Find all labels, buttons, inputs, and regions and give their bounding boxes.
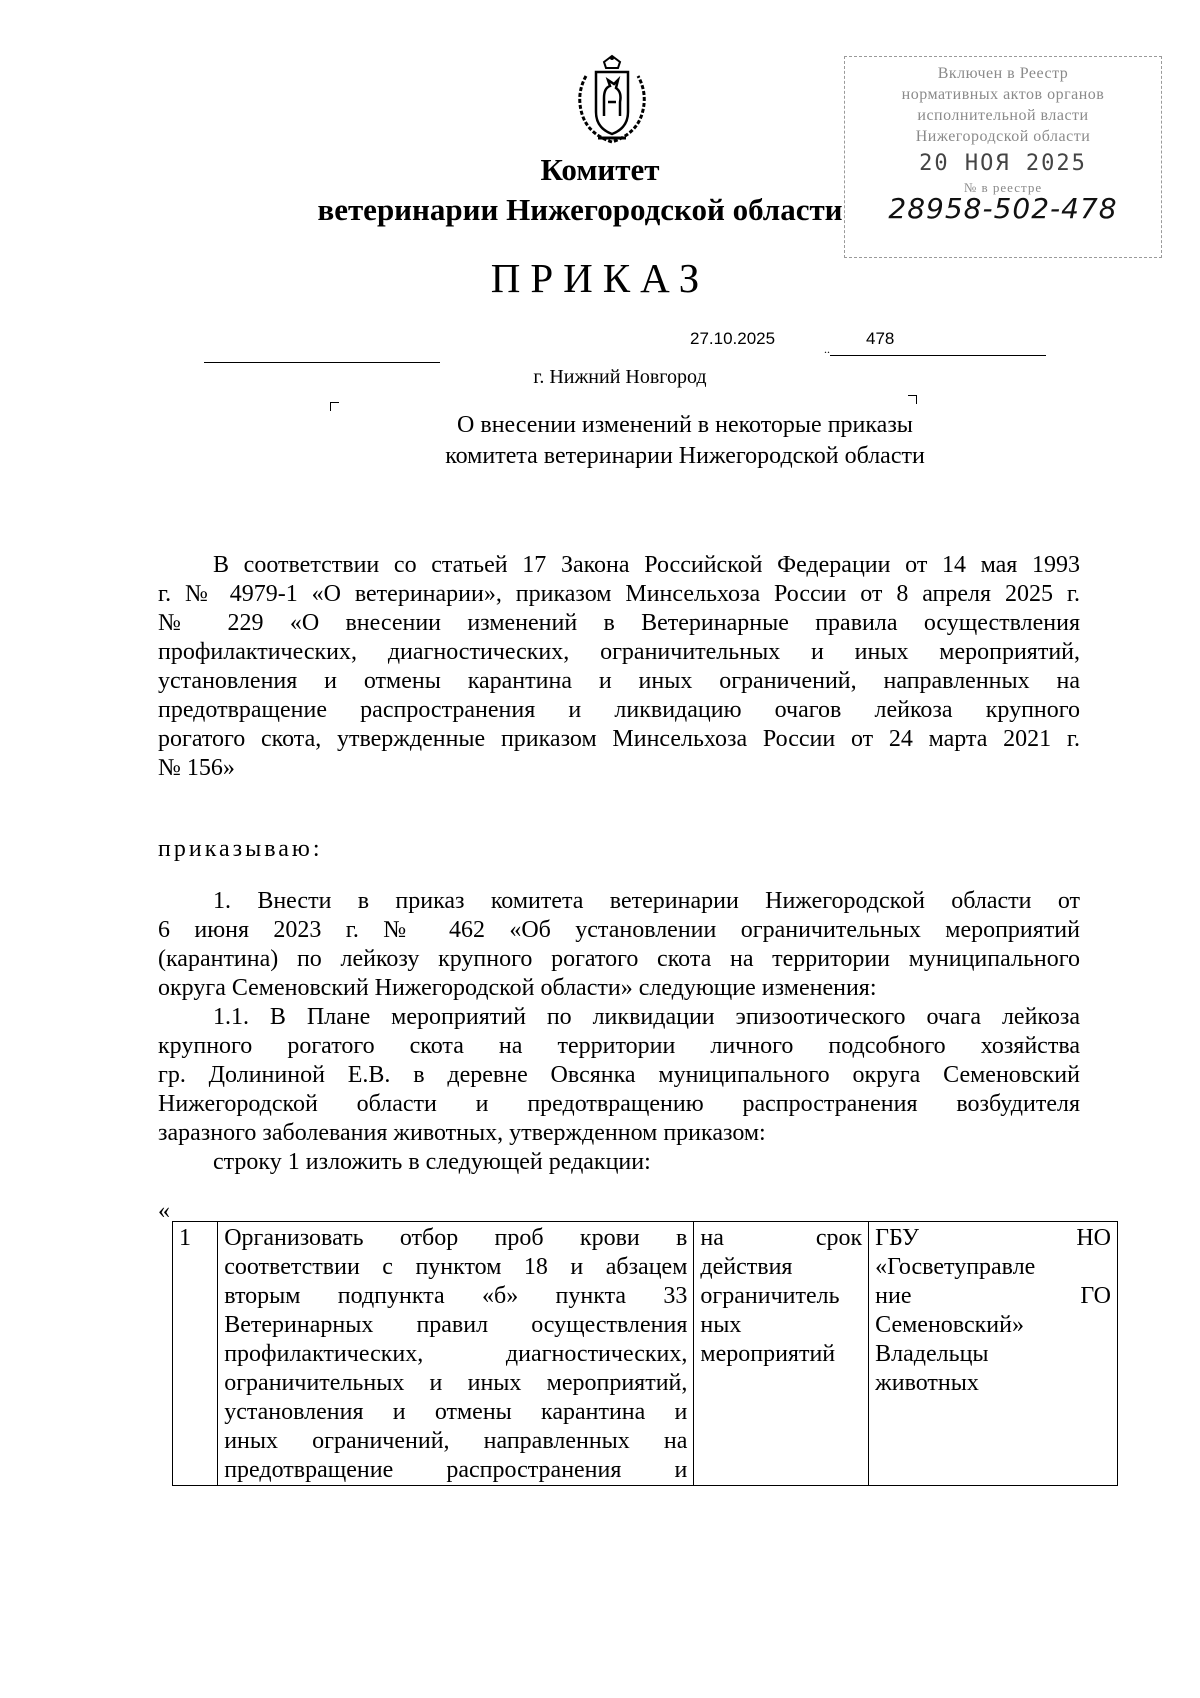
order-date: 27.10.2025 [690, 329, 776, 348]
action-line: предотвращение распространения и [224, 1457, 688, 1483]
preamble-line: № 229 «О внесении изменений в Ветеринарные правила осуществления [158, 610, 1080, 636]
action-line: вторым подпункта «б» пункта 33 [224, 1283, 688, 1309]
corner-bracket-right [908, 395, 917, 404]
point-line: (карантина) по лейкозу крупного рогатого скота на территории муниципального [158, 946, 1080, 972]
order-points [158, 887, 1080, 1177]
org-name-line2: ветеринарии Нижегородской области [317, 192, 843, 227]
resp-line: ние ГО [875, 1283, 1111, 1309]
point-line: 1. Внести в приказ комитета ветеринарии Нижегородской области от [213, 888, 1080, 914]
cell-row-number: 1 [173, 1222, 218, 1486]
resp-line: животных [875, 1370, 979, 1396]
order-word: приказываю: [158, 836, 323, 862]
preamble-paragraph [158, 551, 1080, 783]
stamp-line: Включен в Реестр [937, 65, 1069, 82]
date-underline [204, 362, 440, 363]
term-line: на срок [700, 1225, 863, 1251]
action-line: профилактических, диагностических, [224, 1341, 688, 1367]
resp-line: Владельцы [875, 1341, 989, 1367]
preamble-line: г. № 4979-1 «О ветеринарии», приказом Минсельхоза России от 8 апреля 2025 г. [158, 581, 1080, 607]
stamp-reg-number: 28958-502-478 [888, 192, 1118, 225]
term-line: мероприятий [700, 1341, 836, 1367]
resp-line: ГБУ НО [875, 1225, 1111, 1251]
action-line: иных ограничений, направленных на [224, 1428, 688, 1454]
action-line: ограничительных и иных мероприятий, [224, 1370, 688, 1396]
term-line: действия [700, 1254, 793, 1280]
point-line: 1.1. В Плане мероприятий по ликвидации эпизоотического очага лейкоза [213, 1004, 1080, 1030]
stamp-line: нормативных актов органов [901, 86, 1105, 103]
action-line: Ветеринарных правил осуществления [224, 1312, 688, 1338]
preamble-line: предотвращение распространения и ликвидацию очагов лейкоза крупного [158, 697, 1080, 723]
stamp-date: 20 НОЯ 2025 [919, 151, 1087, 176]
point-line: 6 июня 2023 г. № 462 «Об установлении ограничительных мероприятий [158, 917, 1080, 943]
preamble-line: В соответствии со статьей 17 Закона Российской Федерации от 14 мая 1993 [213, 552, 1080, 578]
term-line: ных [700, 1312, 742, 1338]
action-line: установления и отмены карантина и [224, 1399, 688, 1425]
term-line: ограничитель [700, 1283, 840, 1309]
preamble-line: № 156» [158, 755, 235, 781]
preamble-line: профилактических, диагностических, ограничительных и иных мероприятий, [158, 639, 1080, 665]
stamp-reg-label: № в реестре [963, 180, 1043, 195]
org-name-line1: Комитет [540, 152, 660, 187]
document-type: ПРИКАЗ [490, 255, 710, 301]
preamble-line: установления и отмены карантина и иных ограничений, направленных на [158, 668, 1080, 694]
action-line: соответствии с пунктом 18 и абзацем [224, 1254, 688, 1280]
preamble-line: рогатого скота, утвержденные приказом Минсельхоза России от 24 марта 2021 г. [158, 726, 1080, 752]
cell-responsible [869, 1222, 1118, 1486]
number-underline [830, 355, 1046, 356]
registry-stamp [844, 56, 1162, 258]
table-row [173, 1222, 1118, 1486]
cell-term [694, 1222, 869, 1486]
subject-line1: О внесении изменений в некоторые приказы [457, 412, 913, 438]
point-line: Нижегородской области и предотвращению распространения возбудителя [158, 1091, 1080, 1117]
open-quote: « [158, 1198, 170, 1224]
cell-action [218, 1222, 694, 1486]
stamp-line: Нижегородской области [915, 128, 1091, 145]
action-line: Организовать отбор проб крови в [224, 1225, 688, 1251]
stamp-line: исполнительной власти [917, 107, 1089, 124]
order-subject [0, 410, 1200, 472]
point-line: округа Семеновский Нижегородской области» следующие изменения: [158, 975, 877, 1001]
point-line: заразного заболевания животных, утвержденном приказом: [158, 1120, 766, 1146]
order-number: 478 [866, 329, 895, 348]
coat-of-arms-emblem [568, 54, 656, 146]
point-line: крупного рогатого скота на территории личного подсобного хозяйства [158, 1033, 1080, 1059]
point-line: гр. Долининой Е.В. в деревне Овсянка муниципального округа Семеновский [158, 1062, 1080, 1088]
point-line: строку 1 изложить в следующей редакции: [213, 1149, 651, 1175]
measures-table [172, 1221, 1118, 1486]
resp-line: «Госветуправле [875, 1254, 1036, 1280]
resp-line: Семеновский» [875, 1312, 1024, 1338]
number-dots: .. [824, 342, 830, 356]
city: г. Нижний Новгород [533, 366, 707, 388]
subject-line2: комитета ветеринарии Нижегородской области [445, 443, 925, 469]
